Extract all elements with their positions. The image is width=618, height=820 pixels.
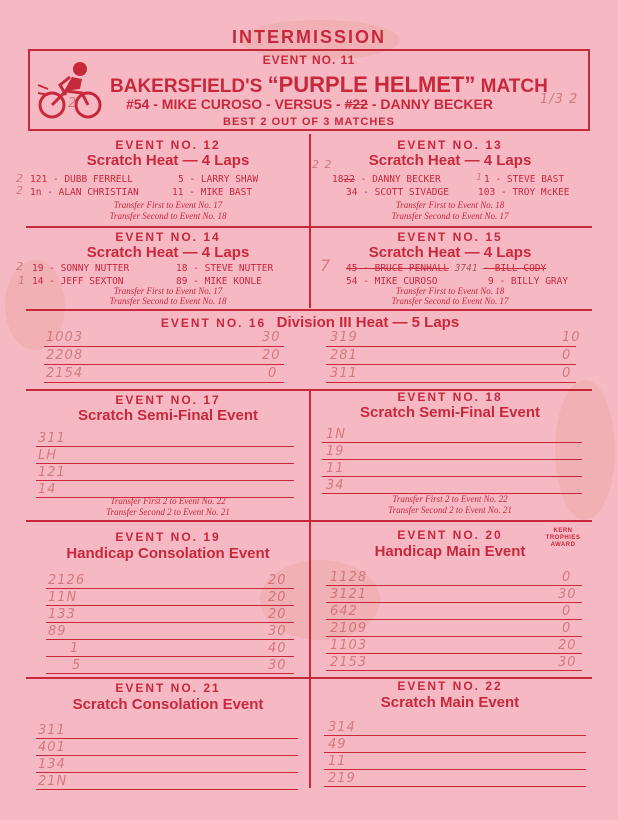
event-17-transfer: Transfer Second 2 to Event No. 21 [106, 507, 230, 517]
event-19-title: Handicap Consolation Event [66, 545, 270, 562]
event-14-title: Scratch Heat — 4 Laps [86, 244, 250, 261]
handwritten-points: 30 [558, 587, 577, 602]
handwritten-points: 30 [558, 655, 577, 670]
rider-name: - DANNY BECKER [360, 174, 441, 185]
handwritten-rider: 311 [330, 366, 358, 381]
event-22-number: EVENT NO. 22 [397, 679, 503, 693]
handwritten-points: 10 [562, 330, 581, 345]
rider-number: 18 [332, 174, 344, 185]
event-14-entry: 14 - JEFF SEXTON [32, 276, 124, 287]
handwritten-mark: 2 [16, 172, 24, 185]
write-line [44, 382, 284, 383]
handwritten-rider: 34 [326, 478, 345, 493]
handwritten-rider: 5 [72, 658, 82, 673]
handwritten-rider: 11N [48, 590, 78, 605]
handwritten-points: 0 [268, 366, 278, 381]
handwritten-rider: 2208 [46, 348, 84, 363]
event-12-number: EVENT NO. 12 [115, 138, 221, 152]
award-line: TROPHIES [545, 535, 581, 541]
event-14-number: EVENT NO. 14 [115, 230, 221, 244]
write-line [322, 476, 582, 477]
divider [309, 678, 311, 788]
write-line [36, 789, 298, 790]
handwritten-rider: 314 [328, 720, 356, 735]
event-13-number: EVENT NO. 13 [397, 138, 503, 152]
event-11-title [110, 72, 590, 98]
handwritten-points: 20 [262, 348, 281, 363]
handwritten-points: 20 [268, 607, 287, 622]
handwritten-mark: 7 [320, 256, 332, 275]
divider [309, 390, 311, 520]
handwritten-points: 0 [562, 348, 572, 363]
event-15-title: Scratch Heat — 4 Laps [368, 244, 532, 261]
write-line [326, 636, 582, 637]
handwritten-rider: 134 [38, 757, 66, 772]
handwritten-points: 30 [268, 624, 287, 639]
handwritten-points: 30 [268, 658, 287, 673]
event-14-transfer: Transfer Second to Event No. 18 [109, 296, 227, 306]
handwritten-rider: 2109 [330, 621, 368, 636]
handwritten-mark: 2 [16, 184, 24, 197]
rider-1-number: #54 [126, 96, 150, 112]
handwritten-rider: 21N [38, 774, 68, 789]
event-19-number: EVENT NO. 19 [115, 530, 221, 544]
event-12-title: Scratch Heat — 4 Laps [86, 152, 250, 169]
handwritten-mark: 2 [68, 96, 78, 111]
handwritten-rider: 1103 [330, 638, 368, 653]
handwritten-rider: 1003 [46, 330, 84, 345]
event-13-entry [332, 174, 441, 185]
write-line [36, 755, 298, 756]
event-11-best-of: BEST 2 OUT OF 3 MATCHES [223, 116, 395, 128]
event-18-number: EVENT NO. 18 [397, 390, 503, 404]
write-line [326, 670, 582, 671]
write-line [326, 619, 582, 620]
write-line [326, 602, 582, 603]
event-15-entry: 54 - MIKE CUROSO [346, 276, 438, 287]
write-line [322, 459, 582, 460]
event-15-number: EVENT NO. 15 [397, 230, 503, 244]
event-21-number: EVENT NO. 21 [115, 681, 221, 695]
handwritten-mark: 1 [18, 274, 26, 287]
event-15-transfer: Transfer First to Event No. 18 [395, 286, 505, 296]
handwritten-rider: 642 [330, 604, 358, 619]
handwritten-rider: LH [38, 448, 58, 463]
divider [309, 134, 311, 308]
handwritten-points: 20 [268, 590, 287, 605]
handwritten-rider: 2154 [46, 366, 84, 381]
write-line [46, 656, 294, 657]
event-13-transfer: Transfer Second to Event No. 17 [391, 211, 509, 221]
write-line [44, 364, 284, 365]
event-13-transfer: Transfer First to Event No. 18 [395, 200, 505, 210]
event-13-entry: 1 - STEVE BAST [484, 174, 565, 185]
event-16-header [30, 314, 590, 332]
event-12-transfer: Transfer Second to Event No. 18 [109, 211, 227, 221]
event-17-number: EVENT NO. 17 [115, 393, 221, 407]
write-line [324, 735, 586, 736]
handwritten-rider: 14 [38, 482, 57, 497]
event-14-entry: 19 - SONNY NUTTER [32, 263, 130, 274]
event-16-number: EVENT NO. 16 [160, 316, 267, 330]
handwritten-rider: 1N [326, 427, 346, 442]
struck-entry: 45 - BRUCE PENHALL [346, 263, 449, 274]
write-line [36, 480, 294, 481]
event-17-transfer: Transfer First 2 to Event No. 22 [110, 496, 226, 506]
handwritten-rider: 11 [326, 461, 345, 476]
handwritten-points: 0 [562, 621, 572, 636]
page-title: INTERMISSION [231, 27, 386, 47]
award-line: AWARD [550, 542, 576, 548]
handwritten-points: 20 [268, 573, 287, 588]
handwritten-points: 0 [562, 366, 572, 381]
handwritten-rider: 401 [38, 740, 66, 755]
handwritten-rider: 1 [70, 641, 80, 656]
handwritten-rider: 319 [330, 330, 358, 345]
event-17-title: Scratch Semi-Final Event [77, 407, 259, 424]
event-13-entry: 103 - TROY McKEE [478, 187, 570, 198]
event-20-title: Handicap Main Event [374, 543, 526, 560]
event-13-entry: 34 - SCOTT SIVADGE [346, 187, 449, 198]
event-22-title: Scratch Main Event [380, 694, 520, 711]
write-line [36, 446, 294, 447]
event-18-transfer: Transfer First 2 to Event No. 22 [392, 494, 508, 504]
event-14-entry: 18 - STEVE NUTTER [176, 263, 274, 274]
event-21-title: Scratch Consolation Event [72, 696, 264, 713]
write-line [46, 588, 294, 589]
write-line [324, 769, 586, 770]
write-line [326, 653, 582, 654]
event-14-entry: 89 - MIKE KONLE [176, 276, 262, 287]
event-13-title: Scratch Heat — 4 Laps [368, 152, 532, 169]
handwritten-mark: 2 2 [312, 158, 333, 171]
handwritten-rider: 89 [48, 624, 67, 639]
handwritten-rider: 121 [38, 465, 66, 480]
event-12-entry: 1n - ALAN CHRISTIAN [30, 187, 139, 198]
handwritten-mark: 2 [16, 260, 24, 273]
write-line [322, 442, 582, 443]
handwritten-mark: 1 [476, 172, 484, 183]
write-line [324, 786, 586, 787]
title-suffix: MATCH [480, 76, 548, 97]
rider-2-number: #22 [344, 96, 368, 112]
write-line [326, 585, 582, 586]
handwritten-points: 20 [558, 638, 577, 653]
event-15-transfer: Transfer Second to Event No. 17 [391, 296, 509, 306]
award-line: KERN [553, 528, 573, 534]
handwritten-rider: 3121 [330, 587, 368, 602]
event-12-entry: 5 - LARRY SHAW [178, 174, 259, 185]
event-11-matchup [126, 96, 493, 112]
event-12-entry: 11 - MIKE BAST [172, 187, 253, 198]
event-15-entry: 9 - BILLY GRAY [488, 276, 569, 287]
handwritten-rider: 311 [38, 431, 66, 446]
write-line [36, 772, 298, 773]
divider [26, 226, 592, 228]
write-line [46, 605, 294, 606]
write-line [46, 639, 294, 640]
divider [309, 521, 311, 677]
divider [26, 309, 592, 311]
handwritten-rider: 219 [328, 771, 356, 786]
handwritten-mark: 1/3 2 [540, 92, 579, 107]
handwritten-rider: 19 [326, 444, 345, 459]
handwritten-rider: 2153 [330, 655, 368, 670]
struck-number: 22 [343, 174, 355, 185]
write-line [46, 673, 294, 674]
rider-1-name: - MIKE CUROSO - [153, 96, 271, 112]
event-12-transfer: Transfer First to Event No. 17 [113, 200, 223, 210]
event-11-number: EVENT NO. 11 [262, 53, 356, 67]
handwritten-number: 3741 [454, 263, 478, 274]
award-note [538, 528, 588, 549]
handwritten-points: 0 [562, 604, 572, 619]
versus-label: VERSUS - [274, 96, 341, 112]
handwritten-rider: 49 [328, 737, 347, 752]
handwritten-rider: 1128 [330, 570, 368, 585]
rider-2-name: - DANNY BECKER [371, 96, 493, 112]
write-line [36, 738, 298, 739]
write-line [36, 463, 294, 464]
event-14-transfer: Transfer First to Event No. 17 [113, 286, 223, 296]
event-18-transfer: Transfer Second 2 to Event No. 21 [388, 505, 512, 515]
write-line [326, 364, 576, 365]
handwritten-points: 40 [268, 641, 287, 656]
title-prefix: BAKERSFIELD'S [110, 76, 263, 97]
handwritten-rider: 2126 [48, 573, 86, 588]
handwritten-points: 0 [562, 570, 572, 585]
event-18-title: Scratch Semi-Final Event [359, 404, 541, 421]
write-line [324, 752, 586, 753]
write-line [46, 622, 294, 623]
handwritten-rider: 11 [328, 754, 347, 769]
write-line [326, 346, 576, 347]
struck-entry: - BILL CODY [483, 263, 547, 274]
handwritten-rider: 133 [48, 607, 76, 622]
title-quote: “PURPLE HELMET” [267, 72, 476, 97]
handwritten-points: 30 [262, 330, 281, 345]
event-20-number: EVENT NO. 20 [397, 528, 503, 542]
handwritten-rider: 281 [330, 348, 358, 363]
handwritten-rider: 311 [38, 723, 66, 738]
event-16-title: Division III Heat — 5 Laps [276, 314, 460, 331]
write-line [44, 346, 284, 347]
event-15-entry [346, 263, 546, 274]
write-line [326, 382, 576, 383]
event-12-entry: 121 - DUBB FERRELL [30, 174, 133, 185]
